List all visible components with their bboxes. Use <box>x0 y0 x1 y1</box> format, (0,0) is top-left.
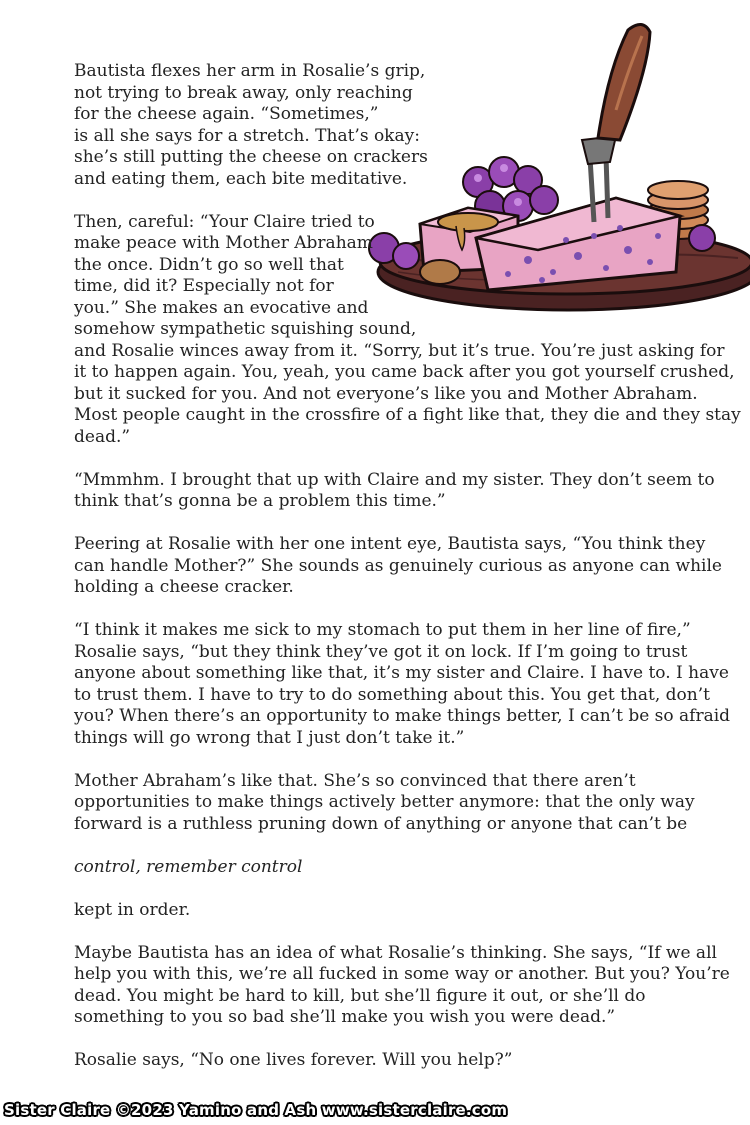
story-line: Rosalie says, “but they think they’ve got it on lock. If I’m going to trust <box>74 641 688 662</box>
story-line: Peering at Rosalie with her one intent eye, Bautista says, “You think they <box>74 534 706 554</box>
story-line: Most people caught in the crossfire of a fight like that, they die and they stay <box>74 405 741 425</box>
story-line: “I think it makes me sick to my stomach to put them in her line of fire,” <box>74 620 691 640</box>
story-paragraph <box>74 857 692 879</box>
story-line: Rosalie says, “No one lives forever. Will you help?” <box>74 1050 513 1070</box>
story-line: control, remember control <box>74 856 303 877</box>
story-paragraph <box>74 770 695 836</box>
story-line: can handle Mother?” She sounds as genuinely curious as anyone can while <box>74 555 722 576</box>
story-line: she’s still putting the cheese on crackers <box>74 147 428 167</box>
story-line: holding a cheese cracker. <box>74 577 294 597</box>
story-line: somehow sympathetic squishing sound, <box>74 319 417 339</box>
story-line: not trying to break away, only reaching <box>74 82 413 103</box>
story-line: something to you so bad she’ll make you wish you were dead.” <box>74 1007 616 1027</box>
story-line: Then, careful: “Your Claire tried to <box>74 211 375 232</box>
story-line: kept in order. <box>74 899 191 920</box>
story-line: make peace with Mother Abraham <box>74 233 373 253</box>
story-line: forward is a ruthless pruning down of anything or anyone that can’t be <box>74 813 688 834</box>
story-paragraph <box>74 61 692 190</box>
story-paragraph <box>74 942 730 1029</box>
story-line: opportunities to make things actively better anymore: that the only way <box>74 792 695 812</box>
story-paragraph <box>74 211 741 449</box>
story-line: Maybe Bautista has an idea of what Rosalie’s thinking. She says, “If we all <box>74 942 717 963</box>
story-line: for the cheese again. “Sometimes,” <box>74 104 379 124</box>
story-paragraph <box>74 620 731 749</box>
story-line: things will go wrong that I just don’t take it.” <box>74 727 465 748</box>
story-text <box>74 61 741 1093</box>
story-paragraph <box>74 469 715 513</box>
story-line: think that’s gonna be a problem this time.” <box>74 491 446 511</box>
story-line: it to happen again. You, yeah, you came back after you got yourself crushed, <box>74 362 735 382</box>
story-line: “Mmmhm. I brought that up with Claire and my sister. They don’t seem to <box>74 469 715 490</box>
story-line: and Rosalie winces away from it. “Sorry, but it’s true. You’re just asking for <box>74 340 725 361</box>
story-line: help you with this, we’re all fucked in some way or another. But you? You’re <box>74 964 730 984</box>
story-paragraph <box>74 900 692 922</box>
story-line: you.” She makes an evocative and <box>74 297 369 318</box>
story-line: Mother Abraham’s like that. She’s so convinced that there aren’t <box>74 770 636 791</box>
story-line: dead. You might be hard to kill, but she’ll figure it out, or she’ll do <box>74 985 646 1006</box>
story-line: Bautista flexes her arm in Rosalie’s grip, <box>74 61 426 81</box>
story-paragraph <box>74 534 722 599</box>
story-line: dead.” <box>74 426 131 447</box>
story-line: you? When there’s an opportunity to make things better, I can’t be so afraid <box>74 706 731 726</box>
copyright-footer: Sister Claire ©2023 Yamino and Ash www.sisterclaire.com <box>4 1101 508 1119</box>
story-paragraph <box>74 1050 692 1072</box>
story-line: is all she says for a stretch. That’s okay: <box>74 125 420 146</box>
story-line: but it sucked for you. And not everyone’s like you and Mother Abraham. <box>74 383 698 404</box>
story-line: anyone about something like that, it’s my sister and Claire. I have to. I have <box>74 663 729 683</box>
story-line: to trust them. I have to try to do something about this. You get that, don’t <box>74 684 710 705</box>
story-line: time, did it? Especially not for <box>74 276 334 296</box>
story-line: and eating them, each bite meditative. <box>74 168 408 189</box>
story-line: the once. Didn’t go so well that <box>74 254 344 275</box>
